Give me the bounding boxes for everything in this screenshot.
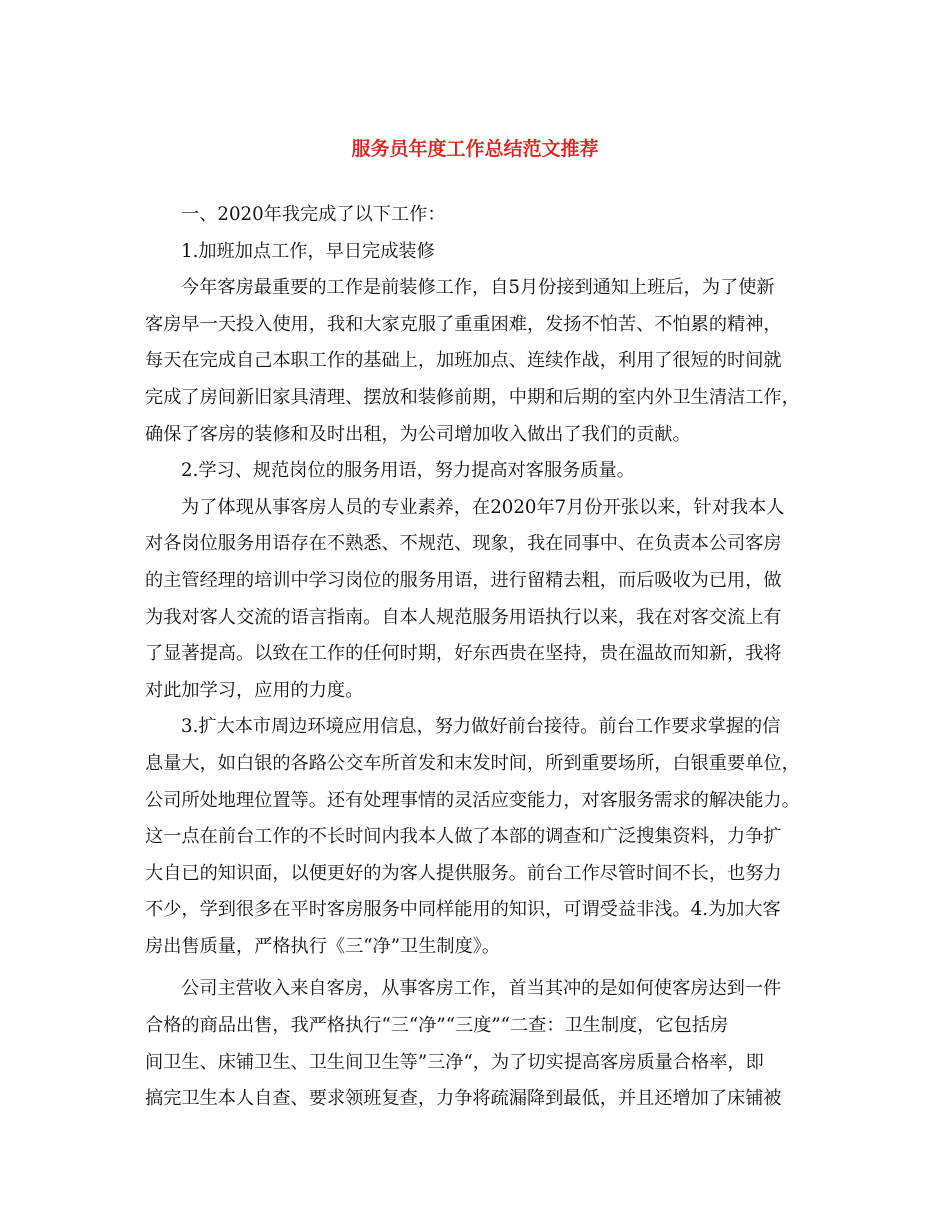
paragraph-line: 公司所处地理位置等。还有处理事情的灵活应变能力，对客服务需求的解决能力。 [145,789,800,811]
item-heading: 2.学习、规范岗位的服务用语，努力提高对客服务质量。 [181,460,635,482]
paragraph-line: 3.扩大本市周边环境应用信息，努力做好前台接待。前台工作要求掌握的信 [181,716,781,738]
document-title: 服务员年度工作总结范文推荐 [351,138,599,160]
paragraph-line: 公司主营收入来自客房，从事客房工作，首当其冲的是如何使客房达到一件 [181,978,782,1000]
paragraph-line: 客房早一天投入使用，我和大家克服了重重困难，发扬不怕苦、不怕累的精神， [145,313,782,335]
paragraph-line: 确保了客房的装修和及时出租，为公司增加收入做出了我们的贡献。 [145,423,691,445]
section-heading: 一、2020年我完成了以下工作： [181,204,446,225]
paragraph-line: 了显著提高。以致在工作的任何时期，好东西贵在坚持，贵在温故而知新，我将 [145,643,782,665]
paragraph-line: 为我对客人交流的语言指南。自本人规范服务用语执行以来，我在对客交流上有 [145,606,782,628]
paragraph-line: 今年客房最重要的工作是前装修工作，自5月份接到通知上班后，为了使新 [181,277,775,299]
paragraph-line: 对此加学习，应用的力度。 [145,679,364,701]
document-body [145,197,807,1118]
paragraph-line: 完成了房间新旧家具清理、摆放和装修前期，中期和后期的室内外卫生清洁工作， [145,386,800,408]
item-heading: 1.加班加点工作，早日完成装修 [181,240,435,262]
paragraph-line: 房出售质量，严格执行《三“净”卫生制度》。 [145,935,501,957]
paragraph-line: 这一点在前台工作的不长时间内我本人做了本部的调查和广泛搜集资料，力争扩 [145,826,782,848]
paragraph-line: 对各岗位服务用语存在不熟悉、不规范、现象，我在同事中、在负责本公司客房 [145,533,782,555]
paragraph-line: 的主管经理的培训中学习岗位的服务用语，进行留精去粗，而后吸收为已用，做 [145,569,782,591]
paragraph-line: 为了体现从事客房人员的专业素养，在2020年7月份开张以来，针对我本人 [181,496,785,518]
paragraph-line: 搞完卫生本人自查、要求领班复查，力争将疏漏降到最低，并且还增加了床铺被 [145,1088,782,1110]
paragraph-line: 合格的商品出售，我严格执行“三“净”“三度”“二查：卫生制度，它包括房 [145,1015,729,1037]
paragraph-line: 间卫生、床铺卫生、卫生间卫生等”三净“，为了切实提高客房质量合格率，即 [145,1051,764,1073]
paragraph-line: 不少，学到很多在平时客房服务中同样能用的知识，可谓受益非浅。4.为加大客 [145,899,781,921]
paragraph-line: 息量大，如白银的各路公交车所首发和末发时间，所到重要场所，白银重要单位， [145,752,800,774]
paragraph-line: 大自已的知识面，以便更好的为客人提供服务。前台工作尽管时间不长，也努力 [145,862,782,884]
paragraph-line: 每天在完成自己本职工作的基础上，加班加点、连续作战，利用了很短的时间就 [145,350,782,372]
